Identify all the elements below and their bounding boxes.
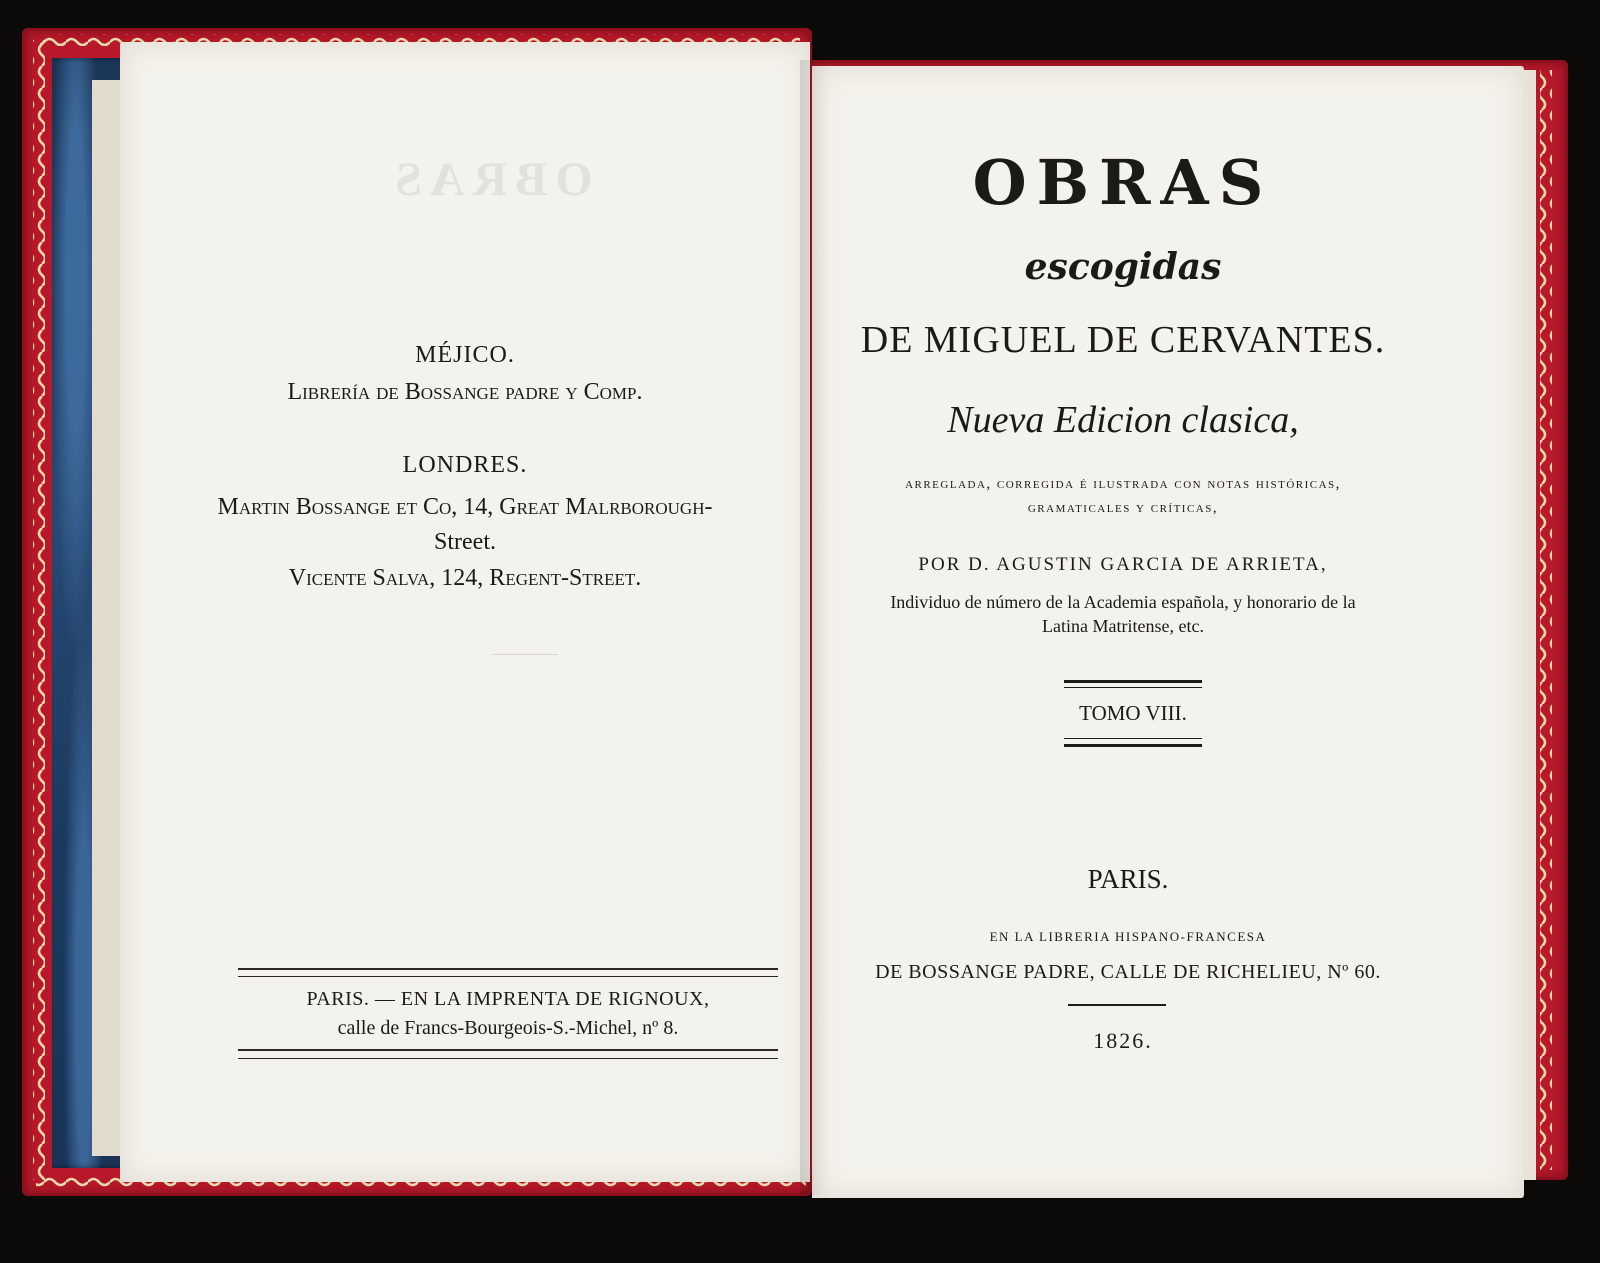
author-line: DE MIGUEL DE CERVANTES. bbox=[860, 319, 1386, 361]
volume-rule-top-thin bbox=[1064, 687, 1202, 688]
volume-rule-bottom-thick bbox=[1064, 744, 1202, 747]
subtitle: escogidas bbox=[1024, 246, 1222, 288]
volume-rule-top bbox=[1064, 680, 1202, 683]
mexico-publisher: Librería de Bossange padre y Comp. bbox=[287, 379, 643, 405]
bookshop-line-1: EN LA LIBRERIA HISPANO-FRANCESA bbox=[989, 929, 1267, 944]
page-block-edge-right bbox=[1522, 70, 1536, 1180]
editor-role-line-2: Latina Matritense, etc. bbox=[1042, 616, 1204, 636]
page-block-edge-left bbox=[92, 80, 122, 1156]
city-label: PARIS. bbox=[1087, 864, 1169, 894]
london-heading: LONDRES. bbox=[402, 452, 528, 478]
book-gutter bbox=[800, 60, 830, 1195]
short-divider bbox=[492, 654, 558, 655]
edition-line: Nueva Edicion clasica, bbox=[947, 399, 1299, 441]
description-line-1: arreglada, corregida é ilustrada con notas históricas, bbox=[905, 476, 1341, 492]
printer-line-2: calle de Francs-Bourgeois-S.-Michel, nº 8. bbox=[337, 1017, 679, 1039]
bookshop-line-2: DE BOSSANGE PADRE, CALLE DE RICHELIEU, Nº 60. bbox=[875, 961, 1381, 983]
volume-label: TOMO VIII. bbox=[1079, 701, 1187, 725]
editor-role-line-1: Individuo de número de la Academia española, y honorario de la bbox=[890, 592, 1356, 612]
year-label: 1826. bbox=[1093, 1028, 1153, 1053]
london-line-3: Vicente Salva, 124, Regent-Street. bbox=[288, 565, 642, 591]
editor-line: POR D. AGUSTIN GARCIA DE ARRIETA, bbox=[918, 554, 1328, 575]
year-rule bbox=[1068, 1004, 1166, 1006]
description-line-2: gramaticales y críticas, bbox=[1027, 500, 1219, 516]
printer-rule-bottom bbox=[238, 1049, 778, 1051]
london-line-2: Street. bbox=[434, 529, 496, 555]
show-through-text: OBRAS bbox=[387, 153, 593, 206]
printer-rule-top bbox=[238, 968, 778, 970]
printer-line-1: PARIS. — EN LA IMPRENTA DE RIGNOUX, bbox=[306, 988, 710, 1010]
mexico-heading: MÉJICO. bbox=[415, 342, 515, 368]
printer-rule-bottom-thin bbox=[238, 1058, 778, 1059]
right-page bbox=[812, 66, 1524, 1198]
title: OBRAS bbox=[972, 146, 1274, 219]
volume-rule-bottom bbox=[1064, 738, 1202, 739]
london-line-1: Martin Bossange et Co, 14, Great Malrborough- bbox=[217, 494, 713, 520]
left-page bbox=[120, 42, 810, 1182]
printer-rule-top-thin bbox=[238, 976, 778, 977]
